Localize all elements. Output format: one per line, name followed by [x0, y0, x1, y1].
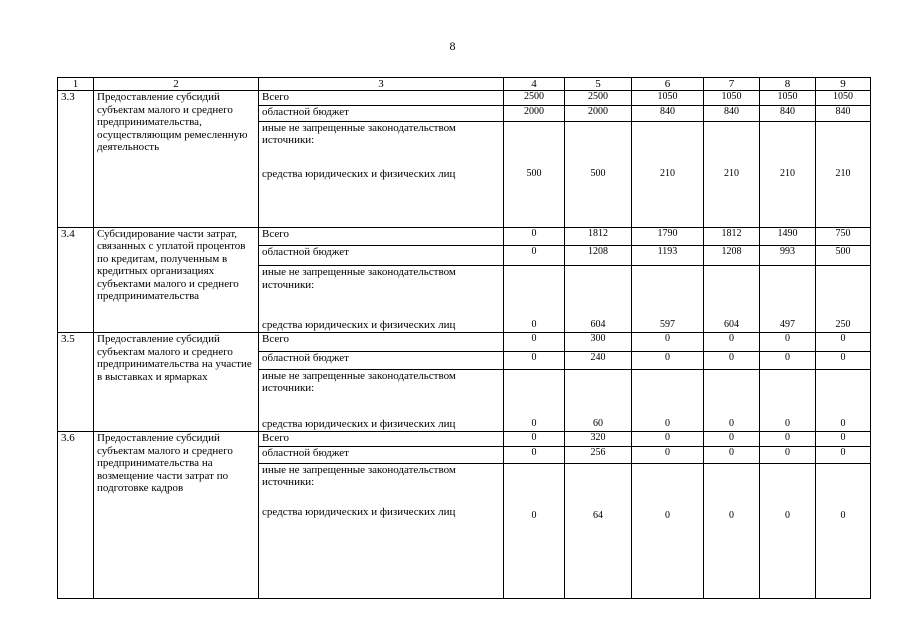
row-label-total: Всего — [259, 227, 504, 245]
cell-value: 0 — [704, 369, 760, 431]
column-header: 4 — [504, 78, 565, 91]
cell-value: 840 — [816, 106, 871, 121]
cell-value: 0 — [760, 369, 816, 431]
column-header: 1 — [58, 78, 94, 91]
cell-value: 500 — [504, 121, 565, 227]
cell-value: 0 — [816, 369, 871, 431]
cell-value: 840 — [632, 106, 704, 121]
row-label-individuals: средства юридических и физических лиц — [262, 505, 456, 518]
section-title: Предоставление субсидий субъектам малого и среднего предпринимательства на возмещение части затрат по подготовке кадров — [94, 432, 259, 599]
cell-value: 0 — [816, 351, 871, 369]
cell-value: 0 — [504, 369, 565, 431]
column-header: 2 — [94, 78, 259, 91]
cell-value: 1050 — [816, 91, 871, 106]
section-number: 3.5 — [58, 333, 94, 432]
cell-value: 840 — [704, 106, 760, 121]
cell-value: 0 — [704, 351, 760, 369]
cell-value: 1193 — [632, 245, 704, 265]
row-label-total: Всего — [259, 91, 504, 106]
cell-value: 1812 — [704, 227, 760, 245]
table-row — [58, 91, 871, 106]
cell-value: 1050 — [760, 91, 816, 106]
cell-value: 0 — [632, 369, 704, 431]
row-label-total: Всего — [259, 333, 504, 351]
section-number: 3.4 — [58, 227, 94, 333]
cell-value: 0 — [632, 351, 704, 369]
row-label-regional: областной бюджет — [259, 351, 504, 369]
cell-value: 0 — [704, 463, 760, 598]
row-label-total: Всего — [259, 432, 504, 447]
cell-value: 2500 — [565, 91, 632, 106]
cell-value: 1812 — [565, 227, 632, 245]
cell-value: 0 — [760, 447, 816, 463]
table-row — [58, 333, 871, 351]
other-sources-cell — [259, 266, 504, 333]
cell-value: 210 — [816, 121, 871, 227]
row-label-regional: областной бюджет — [259, 106, 504, 121]
cell-value: 0 — [632, 333, 704, 351]
cell-value: 0 — [816, 432, 871, 447]
row-label-other-sources: иные не запрещенные законодательством источники: — [262, 266, 456, 291]
cell-value: 1490 — [760, 227, 816, 245]
table-row — [58, 432, 871, 447]
other-sources-cell — [259, 369, 504, 431]
row-label-other-sources: иные не запрещенные законодательством источники: — [262, 463, 456, 489]
cell-value: 0 — [816, 463, 871, 598]
cell-value: 240 — [565, 351, 632, 369]
cell-value: 1790 — [632, 227, 704, 245]
row-label-regional: областной бюджет — [259, 447, 504, 463]
section-title: Субсидирование части затрат, связанных с уплатой процентов по кредитам, полученным в кредитных организациях субъектами малого и среднего предпринимательства — [94, 227, 259, 333]
cell-value: 1208 — [704, 245, 760, 265]
cell-value: 1208 — [565, 245, 632, 265]
cell-value: 0 — [504, 432, 565, 447]
cell-value: 0 — [504, 333, 565, 351]
other-sources-cell — [259, 121, 504, 227]
cell-value: 60 — [565, 369, 632, 431]
section-number: 3.3 — [58, 91, 94, 227]
cell-value: 0 — [632, 432, 704, 447]
column-header: 9 — [816, 78, 871, 91]
column-number-row — [58, 78, 871, 91]
row-label-individuals: средства юридических и физических лиц — [262, 168, 456, 181]
section-number: 3.6 — [58, 432, 94, 599]
budget-table — [57, 77, 871, 599]
column-header: 5 — [565, 78, 632, 91]
cell-value: 64 — [565, 463, 632, 598]
cell-value: 210 — [760, 121, 816, 227]
column-header: 7 — [704, 78, 760, 91]
cell-value: 250 — [816, 266, 871, 333]
row-label-other-sources: иные не запрещенные законодательством источники: — [262, 121, 456, 147]
row-label-regional: областной бюджет — [259, 245, 504, 265]
cell-value: 0 — [504, 463, 565, 598]
cell-value: 497 — [760, 266, 816, 333]
cell-value: 0 — [504, 447, 565, 463]
row-label-individuals: средства юридических и физических лиц — [262, 318, 456, 331]
cell-value: 604 — [565, 266, 632, 333]
column-header: 8 — [760, 78, 816, 91]
cell-value: 1050 — [704, 91, 760, 106]
cell-value: 0 — [632, 463, 704, 598]
column-header: 3 — [259, 78, 504, 91]
cell-value: 0 — [704, 447, 760, 463]
row-label-individuals: средства юридических и физических лиц — [262, 417, 456, 430]
cell-value: 0 — [760, 351, 816, 369]
cell-value: 0 — [760, 432, 816, 447]
cell-value: 1050 — [632, 91, 704, 106]
table-row — [58, 227, 871, 245]
cell-value: 604 — [704, 266, 760, 333]
cell-value: 500 — [816, 245, 871, 265]
section-title: Предоставление субсидий субъектам малого и среднего предпринимательства на участие в выставках и ярмарках — [94, 333, 259, 432]
cell-value: 597 — [632, 266, 704, 333]
cell-value: 210 — [632, 121, 704, 227]
cell-value: 0 — [704, 333, 760, 351]
other-sources-cell — [259, 463, 504, 598]
column-header: 6 — [632, 78, 704, 91]
cell-value: 993 — [760, 245, 816, 265]
cell-value: 0 — [760, 333, 816, 351]
cell-value: 840 — [760, 106, 816, 121]
cell-value: 320 — [565, 432, 632, 447]
cell-value: 2000 — [504, 106, 565, 121]
cell-value: 300 — [565, 333, 632, 351]
cell-value: 256 — [565, 447, 632, 463]
cell-value: 0 — [816, 333, 871, 351]
cell-value: 2500 — [504, 91, 565, 106]
cell-value: 750 — [816, 227, 871, 245]
cell-value: 0 — [504, 266, 565, 333]
cell-value: 0 — [504, 227, 565, 245]
section-title: Предоставление субсидий субъектам малого и среднего предпринимательства, осуществляющим ремесленную деятельность — [94, 91, 259, 227]
row-label-other-sources: иные не запрещенные законодательством источники: — [262, 369, 456, 395]
cell-value: 0 — [816, 447, 871, 463]
cell-value: 210 — [704, 121, 760, 227]
cell-value: 0 — [760, 463, 816, 598]
cell-value: 2000 — [565, 106, 632, 121]
cell-value: 0 — [704, 432, 760, 447]
cell-value: 0 — [632, 447, 704, 463]
cell-value: 0 — [504, 245, 565, 265]
cell-value: 0 — [504, 351, 565, 369]
page-number: 8 — [449, 39, 456, 53]
cell-value: 500 — [565, 121, 632, 227]
